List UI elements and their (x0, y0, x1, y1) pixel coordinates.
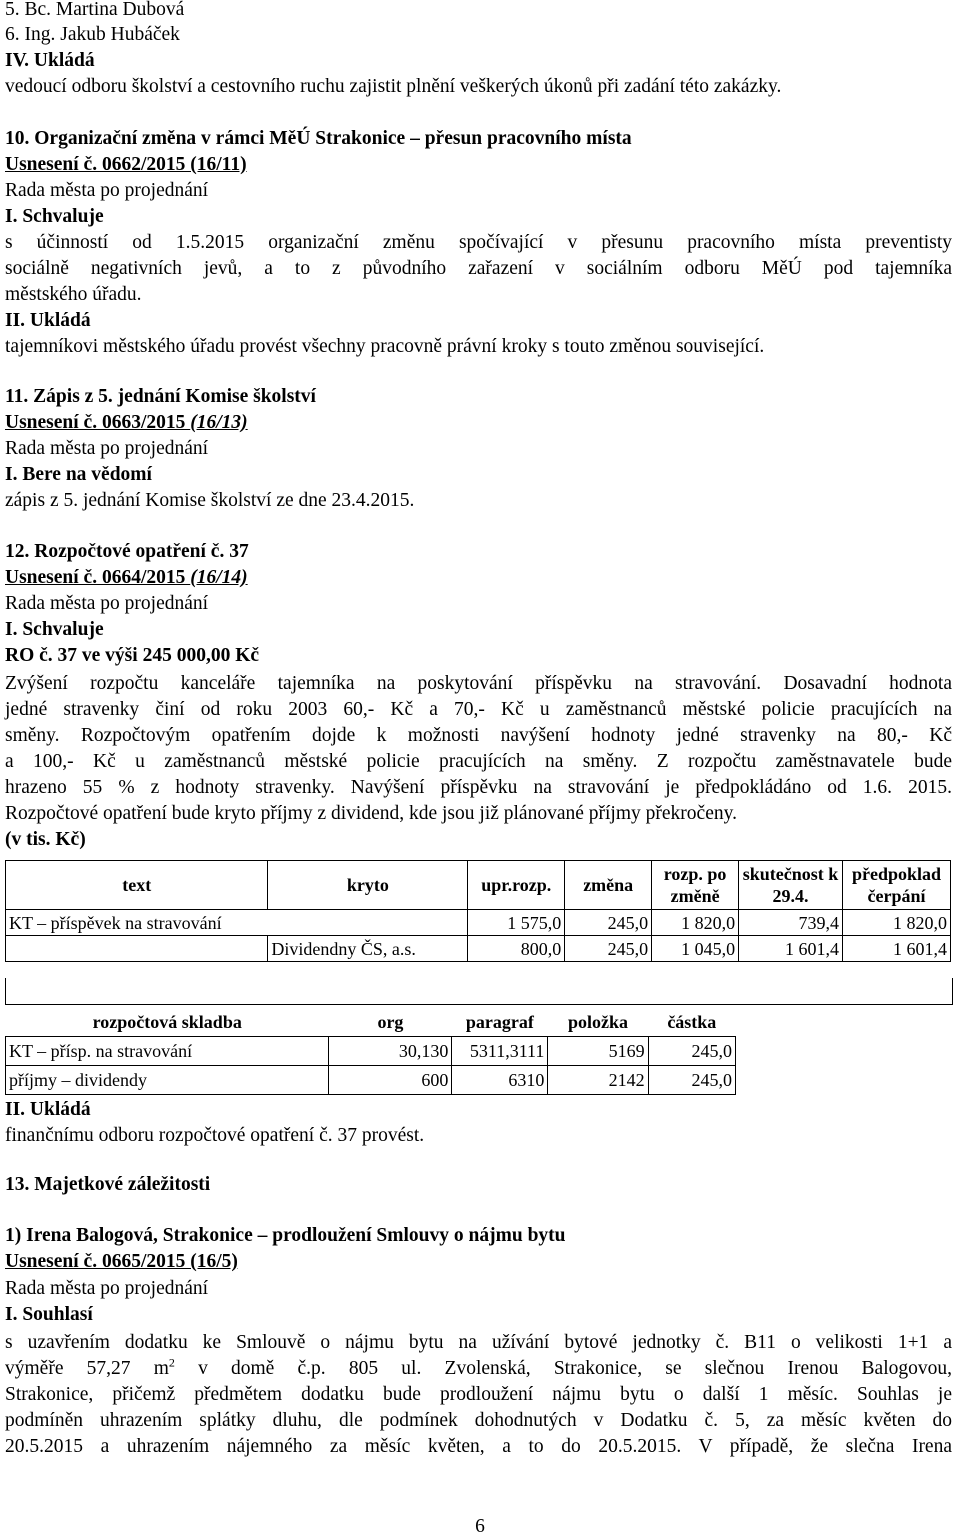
paragraph-line: podmíněn uhrazením splátky dluhu, dle podmínek dohodnutých v Dodatku č. 5, za měsíc květen do (5, 1410, 952, 1431)
paragraph-line: městského úřadu. (5, 284, 142, 305)
agenda-item-title: 11. Zápis z 5. jednání Komise školství (5, 386, 316, 407)
budget-structure-table (5, 1008, 736, 1095)
paragraph-line (5, 1357, 952, 1381)
table-cell: 1 601,4 (739, 936, 843, 962)
paragraph-line: a 100,- Kč u zaměstnanců městské policie pracujících na směny. Z rozpočtu zaměstnavatele bude (5, 751, 952, 772)
paragraph-line: Strakonice, přičemž předmětem dodatku bude prodloužení nájmu bytu o další 1 měsíc. Souhlas je (5, 1384, 952, 1405)
paragraph-line: zápis z 5. jednání Komise školství ze dne 23.4.2015. (5, 490, 415, 511)
table-cell: 245,0 (648, 1066, 735, 1095)
table-cell: 800,0 (468, 936, 565, 962)
paragraph-line: 20.5.2015 a uhrazením nájemného za měsíc květen, a to do 20.5.2015. V případě, že slečna Irena (5, 1436, 952, 1457)
table-cell: 245,0 (648, 1037, 735, 1066)
table-cell: 1 045,0 (652, 936, 739, 962)
table-header-cell: skutečnost k 29.4. (739, 861, 843, 910)
paragraph-line: Rada města po projednání (5, 180, 209, 201)
table-header-cell: změna (565, 861, 652, 910)
table-cell: 6310 (452, 1066, 548, 1095)
budget-measure-title: RO č. 37 ve výši 245 000,00 Kč (5, 645, 260, 666)
area-text-rest: v domě č.p. 805 ul. Zvolenská, Strakonice, se slečnou Irenou Balogovou, (174, 1358, 952, 1379)
resolution-number-ref: (16/13) (190, 412, 248, 433)
resolution-number-main: Usnesení č. 0663/2015 (5, 412, 191, 433)
table-row (6, 1066, 736, 1095)
table-cell: 5311,3111 (452, 1037, 548, 1066)
superscript: 2 (168, 1355, 175, 1370)
table-row (6, 910, 951, 936)
table-header-cell: paragraf (465, 1012, 534, 1032)
paragraph-line: Rozpočtové opatření bude kryto příjmy z dividend, kde jsou již plánované příjmy překročeny. (5, 803, 737, 824)
table-header-cell: text (6, 861, 268, 910)
section-heading: I. Schvaluje (5, 206, 104, 227)
table-header-cell: položka (567, 1012, 628, 1032)
table-cell: 245,0 (565, 936, 652, 962)
paragraph-line: Zvýšení rozpočtu kanceláře tajemníka na poskytování příspěvku na stravování. Dosavadní hodnota (5, 673, 952, 694)
resolution-number: Usnesení č. 0665/2015 (16/5) (5, 1251, 238, 1272)
table-cell: 1 601,4 (843, 936, 951, 962)
table-header-cell: rozpočtová skladba (92, 1012, 242, 1032)
resolution-number (5, 566, 952, 590)
paragraph-line: hrazeno 55 % z hodnoty stravenky. Navýšení příspěvku na stravování je předpokládáno od 1.6. 2015. (5, 777, 952, 798)
table-cell: 1 820,0 (652, 910, 739, 936)
table-header-cell: org (377, 1012, 404, 1032)
table-cell: 1 820,0 (843, 910, 951, 936)
list-item: 5. Bc. Martina Dubová (5, 0, 185, 20)
unit-note: (v tis. Kč) (5, 829, 86, 850)
table-header-cell: kryto (268, 861, 468, 910)
section-heading: I. Schvaluje (5, 619, 104, 640)
paragraph-line: Rada města po projednání (5, 593, 209, 614)
table-cell: 5169 (548, 1037, 648, 1066)
resolution-number: Usnesení č. 0662/2015 (16/11) (5, 154, 247, 175)
table-cell: 1 575,0 (468, 910, 565, 936)
paragraph-line: finančnímu odboru rozpočtové opatření č. 37 provést. (5, 1125, 425, 1146)
agenda-item-title: 12. Rozpočtové opatření č. 37 (5, 541, 249, 562)
section-heading: IV. Ukládá (5, 50, 95, 71)
paragraph-line: Rada města po projednání (5, 438, 209, 459)
table-header-row (6, 861, 951, 910)
section-heading: II. Ukládá (5, 1099, 91, 1120)
paragraph-line: Rada města po projednání (5, 1278, 209, 1299)
table-row (6, 1037, 736, 1066)
page-number: 6 (475, 1516, 485, 1537)
section-heading: I. Bere na vědomí (5, 464, 152, 485)
paragraph-line: vedoucí odboru školství a cestovního ruchu zajistit plnění veškerých úkonů při zadání této zakázky. (5, 76, 782, 97)
table-cell (6, 936, 268, 962)
paragraph-line: sociálně negativních jevů, a to z původního zařazení v sociálním odboru MěÚ pod tajemníka (5, 258, 952, 279)
budget-table (5, 860, 951, 962)
table-header-row (6, 1008, 736, 1037)
table-cell: Dividendny ČS, a.s. (268, 936, 468, 962)
resolution-number (5, 411, 952, 435)
table-cell: 600 (329, 1066, 452, 1095)
table-cell: příjmy – dividendy (6, 1066, 329, 1095)
table-spacer-row (5, 978, 953, 1005)
list-item: 6. Ing. Jakub Hubáček (5, 24, 180, 45)
table-header-cell: upr.rozp. (468, 861, 565, 910)
table-cell: 2142 (548, 1066, 648, 1095)
table-cell: 30,130 (329, 1037, 452, 1066)
resolution-number-ref: (16/14) (190, 567, 248, 588)
paragraph-line: tajemníkovi městského úřadu provést všechny pracovně právní kroky s touto změnou související. (5, 336, 765, 357)
table-cell: KT – příspěvek na stravování (6, 910, 468, 936)
table-header-cell: rozp. po změně (652, 861, 739, 910)
section-heading: II. Ukládá (5, 310, 91, 331)
paragraph-line: s účinností od 1.5.2015 organizační změnu spočívající v přesunu pracovního místa preventisty (5, 232, 952, 253)
table-cell: 245,0 (565, 910, 652, 936)
table-header-cell: částka (667, 1012, 717, 1032)
paragraph-line: s uzavřením dodatku ke Smlouvě o nájmu bytu na užívání bytové jednotky č. B11 o velikosti 1+1 a (5, 1332, 952, 1353)
table-cell: KT – přísp. na stravování (6, 1037, 329, 1066)
agenda-item-title: 13. Majetkové záležitosti (5, 1174, 211, 1195)
agenda-item-title: 10. Organizační změna v rámci MěÚ Strakonice – přesun pracovního místa (5, 128, 632, 149)
resolution-number-main: Usnesení č. 0664/2015 (5, 567, 191, 588)
table-cell: 739,4 (739, 910, 843, 936)
subitem-title: 1) Irena Balogová, Strakonice – prodloužení Smlouvy o nájmu bytu (5, 1225, 566, 1246)
area-text: výměře 57,27 m (5, 1358, 169, 1379)
paragraph-line: směny. Rozpočtovým opatřením dojde k možnosti navýšení hodnoty jedné stravenky na 80,- Kč (5, 725, 952, 746)
section-heading: I. Souhlasí (5, 1304, 93, 1325)
table-row (6, 936, 951, 962)
paragraph-line: jedné stravenky činí od roku 2003 60,- Kč a 70,- Kč u zaměstnanců městské policie pracujících na (5, 699, 952, 720)
table-header-cell: předpoklad čerpání (843, 861, 951, 910)
